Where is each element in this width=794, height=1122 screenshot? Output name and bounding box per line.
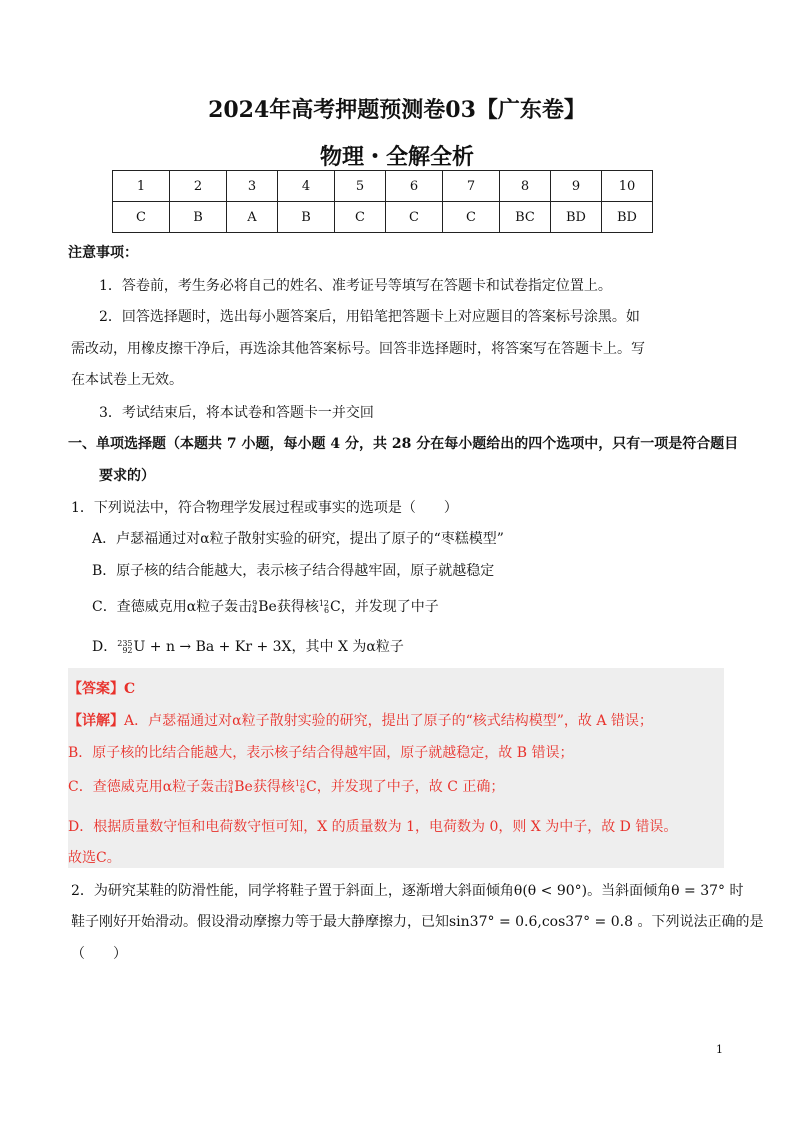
question-1-option-b: B．原子核的结合能越大，表示核子结合得越牢固，原子就越稳定 xyxy=(92,563,495,579)
answer-table xyxy=(112,170,653,233)
uranium-isotope-notation: 235 92 xyxy=(117,639,133,655)
table-cell: C xyxy=(335,202,386,233)
note-item-2-line-3: 在本试卷上无效。 xyxy=(71,372,183,388)
beryllium-isotope-notation: 9 4 xyxy=(252,599,258,615)
detail-label: 【详解】 xyxy=(68,713,124,729)
page-title: 2024年高考押题预测卷03【广东卷】 xyxy=(208,97,586,123)
detail-c-text-start: C．查德威克用α粒子轰击 xyxy=(68,779,229,795)
question-1-option-d xyxy=(92,636,404,656)
table-cell: 9 xyxy=(551,171,602,202)
answer-label: 【答案】 xyxy=(68,681,124,697)
note-item-2-line-1: 2．回答选择题时，选出每小题答案后，用铅笔把答题卡上对应题目的答案标号涂黑。如 xyxy=(99,309,640,325)
answer-table-answer-row xyxy=(113,202,653,233)
answer-line xyxy=(68,678,135,698)
table-cell: C xyxy=(113,202,170,233)
table-cell: 8 xyxy=(500,171,551,202)
detail-c-text-mid: Be获得核 xyxy=(234,779,295,795)
question-1-stem: 1．下列说法中，符合物理学发展过程或事实的选项是（ ） xyxy=(71,500,458,516)
table-cell: B xyxy=(170,202,227,233)
table-cell: 3 xyxy=(227,171,278,202)
section-heading-line-1: 一、单项选择题（本题共 7 小题，每小题 4 分，共 28 分在每小题给出的四个选项中，只有一项是符合题目 xyxy=(68,436,739,452)
table-cell: C xyxy=(386,202,443,233)
option-d-label: D． xyxy=(92,639,118,655)
answer-table-number-row xyxy=(113,171,653,202)
detail-conclusion: 故选C。 xyxy=(68,850,121,866)
option-c-text-start: C．查德威克用α粒子轰击 xyxy=(92,599,253,615)
question-2-line-2: 鞋子刚好开始滑动。假设滑动摩擦力等于最大静摩擦力，已知sin37° = 0.6,cos37° = 0.8 。下列说法正确的是 xyxy=(71,914,764,930)
question-2-line-3: （ ） xyxy=(71,946,127,962)
table-cell: BC xyxy=(500,202,551,233)
page-subtitle: 物理・全解全析 xyxy=(319,144,474,170)
detail-line-d: D．根据质量数守恒和电荷数守恒可知，X 的质量数为 1，电荷数为 0，则 X 为中子，故 D 错误。 xyxy=(68,819,678,835)
option-c-text-mid: Be获得核 xyxy=(258,599,319,615)
detail-line-c xyxy=(68,776,504,796)
notes-heading: 注意事项： xyxy=(68,245,138,261)
table-cell: 6 xyxy=(386,171,443,202)
question-2-line-1: 2．为研究某鞋的防滑性能，同学将鞋子置于斜面上，逐渐增大斜面倾角θ(θ < 90°)。当斜面倾角θ = 37° 时 xyxy=(71,883,744,899)
solution-box xyxy=(68,668,724,868)
table-cell: 5 xyxy=(335,171,386,202)
table-cell: 10 xyxy=(602,171,653,202)
carbon-isotope-notation: 12 6 xyxy=(318,599,330,615)
section-heading-line-2: 要求的） xyxy=(99,468,155,484)
page-number: 1 xyxy=(716,1043,723,1056)
question-1-option-a: A．卢瑟福通过对α粒子散射实验的研究，提出了原子的“枣糕模型” xyxy=(92,531,504,547)
table-cell: 2 xyxy=(170,171,227,202)
table-cell: 4 xyxy=(278,171,335,202)
table-cell: BD xyxy=(551,202,602,233)
detail-line-a xyxy=(68,710,653,730)
table-cell: B xyxy=(278,202,335,233)
nuclear-equation: U + n → Ba + Kr + 3X xyxy=(133,639,292,655)
table-cell: C xyxy=(443,202,500,233)
answer-value: C xyxy=(124,681,136,697)
table-cell: 7 xyxy=(443,171,500,202)
beryllium-isotope-notation: 9 4 xyxy=(228,779,234,795)
detail-line-b: B．原子核的比结合能越大，表示核子结合得越牢固，原子就越稳定，故 B 错误； xyxy=(68,745,574,761)
table-cell: 1 xyxy=(113,171,170,202)
note-item-1: 1．答卷前，考生务必将自己的姓名、准考证号等填写在答题卡和试卷指定位置上。 xyxy=(99,278,612,294)
note-item-2-line-2: 需改动，用橡皮擦干净后，再选涂其他答案标号。回答非选择题时，将答案写在答题卡上。写 xyxy=(71,341,645,357)
table-cell: A xyxy=(227,202,278,233)
question-1-option-c xyxy=(92,596,439,616)
carbon-isotope-notation: 12 6 xyxy=(294,779,306,795)
option-c-text-end: C，并发现了中子 xyxy=(330,599,439,615)
detail-c-text-end: C，并发现了中子，故 C 正确； xyxy=(306,779,505,795)
detail-option-a: A．卢瑟福通过对α粒子散射实验的研究，提出了原子的“核式结构模型”，故 A 错误； xyxy=(124,713,653,729)
table-cell: BD xyxy=(602,202,653,233)
note-item-3: 3．考试结束后，将本试卷和答题卡一并交回 xyxy=(99,405,374,421)
option-d-text-end: ，其中 X 为α粒子 xyxy=(291,639,404,655)
